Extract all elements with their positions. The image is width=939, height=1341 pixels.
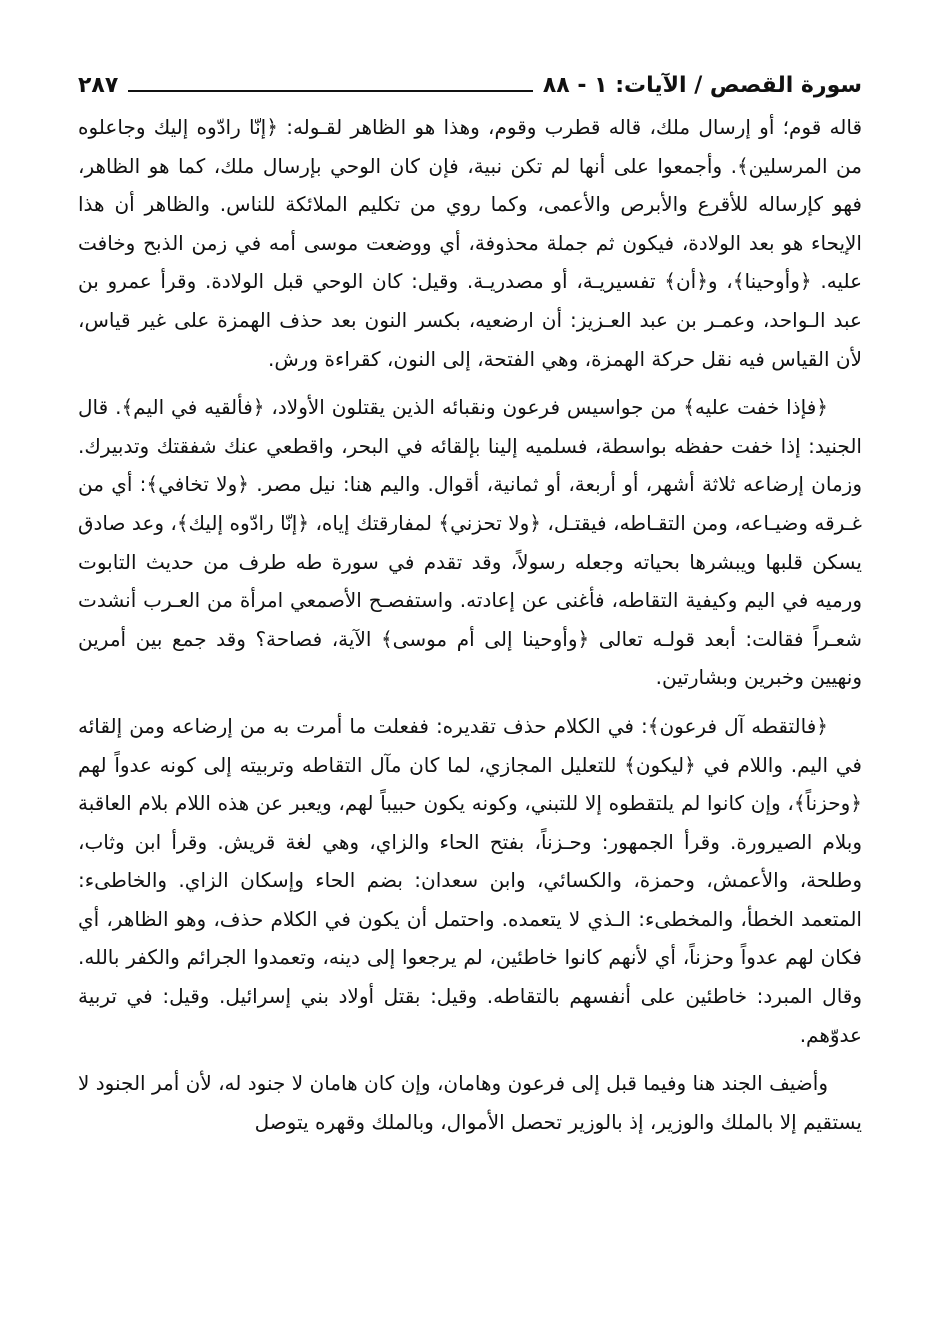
page-number: ٢٨٧ [78, 73, 119, 98]
paragraph: وأضيف الجند هنا وفيما قبل إلى فرعون وهامان، وإن كان هامان لا جنود له، لأن أمر الجنود لا يستقيم إلا بالملك والوزير، إذ بالوزير تحصل الأموال، وبالملك وقهره يتوصل [78, 1071, 862, 1134]
paragraph: قاله قوم؛ أو إرسال ملك، قاله قطرب وقوم، وهذا هو الظاهر لقـوله: ﴿إنّا رادّوه إليك وجاعلوه من المرسلين﴾. وأجمعوا على أنها لم تكن نبية، فإن كان الوحي بإرسال ملك، كما هو الظاهر، فهو كإرساله للأقرع والأبرص والأعمى، وكما روي من تكليم الملائكة للناس. والظاهر أن هذا الإيحاء هو بعد الولادة، فيكون ثم جملة محذوفة، أي ووضعت موسى أمه في زمن الذبح وخافت عليه. ﴿وأوحينا﴾، و﴿أن﴾ تفسيريـة، أو مصدريـة. وقيل: كان الوحي قبل الولادة. وقرأ عمرو بن عبد الـواحد، وعمـر بن عبد العـزيز: أن ارضعيه، بكسر النون بعد حذف الهمزة على غير قياس، لأن القياس فيه نقل حركة الهمزة، وهي الفتحة، إلى النون، كقراءة ورش. [78, 115, 862, 371]
page-body [78, 108, 862, 1141]
surah-title: سورة القصص / الآيات: ١ - ٨٨ [542, 73, 862, 98]
paragraph: ﴿فإذا خفت عليه﴾ من جواسيس فرعون ونقبائه الذين يقتلون الأولاد، ﴿فألقيه في اليم﴾. قال الجنيد: إذا خفت حفظه بواسطة، فسلميه إلينا بإلقائه في البحر، واقطعي عنك شفقتك وتدبيرك. وزمان إرضاعه ثلاثة أشهر، أو أربعة، أو ثمانية، أقوال. واليم هنا: نيل مصر. ﴿ولا تخافي﴾: أي من غـرقه وضيـاعه، ومن التقـاطه، فيقتـل، ﴿ولا تحزني﴾ لمفارقتك إياه، ﴿إنّا رادّوه إليك﴾، وعد صادق يسكن قلبها ويبشرها بحياته وجعله رسولاً، وقد تقدم في سورة طه طرف من حديث التابوت ورميه في اليم وكيفية التقاطه، فأغنى عن إعادته. واستفصـح الأصمعي امرأة من العـرب أنشدت شعـراً فقالت: أبعد قولـه تعالى ﴿وأوحينا إلى أم موسى﴾ الآية، فصاحة؟ وقد جمع بين أمرين ونهيين وخبرين وبشارتين. [78, 395, 862, 690]
paragraph: ﴿فالتقطه آل فرعون﴾: في الكلام حذف تقديره: ففعلت ما أمرت به من إرضاعه ومن إلقائه في اليم. واللام في ﴿ليكون﴾ للتعليل المجازي، لما كان مآل التقاطه وتربيته إلى كونه عدواً لهم ﴿وحزناً﴾، وإن كانوا لم يلتقطوه إلا للتبني، وكونه يكون حبيباً لهم، ويعبر عن هذه اللام بلام العاقبة وبلام الصيرورة. وقرأ الجمهور: وحـزناً، بفتح الحاء والزاي، وهي لغة قريش. وقرأ ابن وثاب، وطلحة، والأعمش، وحمزة، والكسائي، وابن سعدان: بضم الحاء وإسكان الزاي. والخاطىء: المتعمد الخطأ، والمخطىء: الـذي لا يتعمده. واحتمل أن يكون في الكلام حذف، وهو الظاهر، أي فكان لهم عدواً وحزناً، أي لأنهم كانوا خاطئين، لم يرجعوا إلى دينه، وتعمدوا الجرائم والكفر بالله. وقال المبرد: خاطئين على أنفسهم بالتقاطه. وقيل: بقتل أولاد بني إسرائيل. وقيل: في تربية عدوّهم. [78, 713, 862, 1047]
header-rule [128, 90, 533, 92]
running-header [78, 58, 862, 98]
